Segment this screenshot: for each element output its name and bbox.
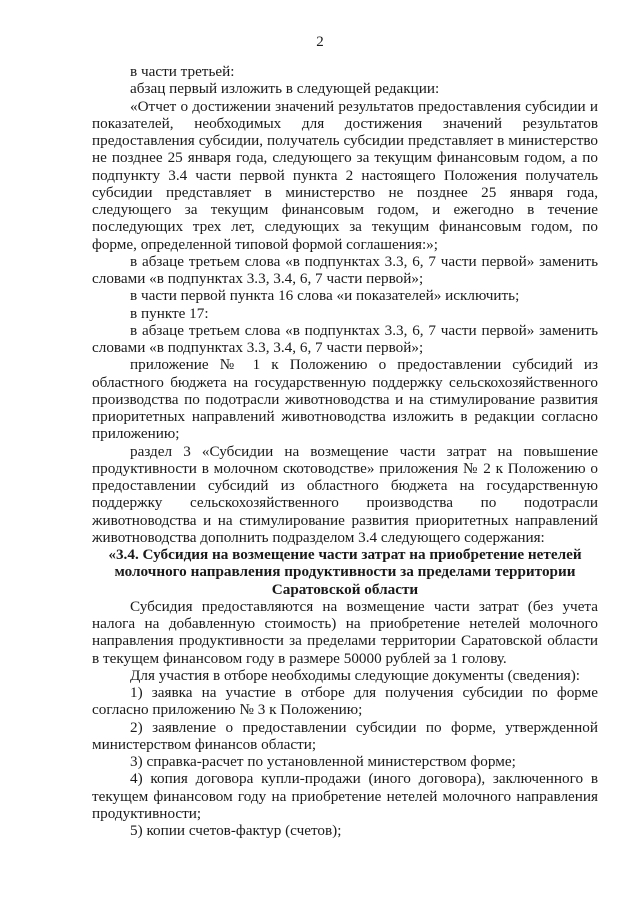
paragraph: абзац первый изложить в следующей редакции: <box>130 80 440 98</box>
list-item: 5) копии счетов-фактур (счетов); <box>130 822 342 839</box>
paragraph: в абзаце третьем слова «в подпунктах 3.3, 6, 7 части первой» заменить словами «в подпунктах 3.3, 3.4, 6, 7 части первой»; <box>92 252 598 287</box>
list-item: 1) заявка на участие в отборе для получения субсидии по форме согласно приложению № 3 к Положению; <box>92 684 598 719</box>
paragraph: Субсидия предоставляются на возмещение части затрат (без учета налога на добавленную стоимость) на приобретение нетелей молочного направления продуктивности за пределами территории Саратовской области в текущем финансовом году в размере 50000 рублей за 1 голову. <box>92 597 598 667</box>
document-body <box>92 63 598 839</box>
paragraph: в пункте 17: <box>130 304 209 322</box>
paragraph: в части третьей: <box>130 63 235 80</box>
list-item: 3) справка-расчет по установленной министерством форме; <box>130 753 516 770</box>
paragraph: Для участия в отборе необходимы следующие документы (сведения): <box>130 666 580 684</box>
paragraph: раздел 3 «Субсидии на возмещение части затрат на повышение продуктивности в молочном скотоводстве» приложения № 2 к Положению о предоставлении субсидий из областного бюджета на государственную поддержку сельскохозяйственного производства по подотрасли животноводства и на стимулирование развития приоритетных направлений животноводства дополнить подразделом 3.4 следующего содержания: <box>92 442 598 546</box>
paragraph: «Отчет о достижении значений результатов предоставления субсидии и показателей, необходимых для достижения значений результатов предоставления субсидии, получатель субсидии представляет в министерство не позднее 25 января года, следующего за текущим финансовым годом, а по подпункту 3.4 части первой пункта 2 настоящего Положения получатель субсидии представляет в министерство не позднее 25 января года, следующего за текущим финансовым годом, и ежегодно в течение последующих трех лет, следующих за текущим финансовым годом, по форме, определенной типовой формой соглашения:»; <box>92 97 598 253</box>
list-item: 2) заявление о предоставлении субсидии по форме, утвержденной министерством финансов области; <box>92 718 598 753</box>
list-item: 4) копия договора купли-продажи (иного договора), заключенного в текущем финансовом году на приобретение нетелей молочного направления продуктивности; <box>92 770 598 822</box>
paragraph: в абзаце третьем слова «в подпунктах 3.3, 6, 7 части первой» заменить словами «в подпунктах 3.3, 3.4, 6, 7 части первой»; <box>92 321 598 356</box>
section-heading: «3.4. Субсидия на возмещение части затрат на приобретение нетелей молочного направления продуктивности за пределами территории Саратовской области <box>108 546 582 598</box>
paragraph: приложение № 1 к Положению о предоставлении субсидий из областного бюджета на государственную поддержку сельскохозяйственного производства по подотрасли животноводства и на стимулирование развития приоритетных направлений животноводства изложить в редакции согласно приложению; <box>92 356 598 443</box>
paragraph: в части первой пункта 16 слова «и показателей» исключить; <box>130 287 520 305</box>
page-number: 2 <box>316 34 324 50</box>
